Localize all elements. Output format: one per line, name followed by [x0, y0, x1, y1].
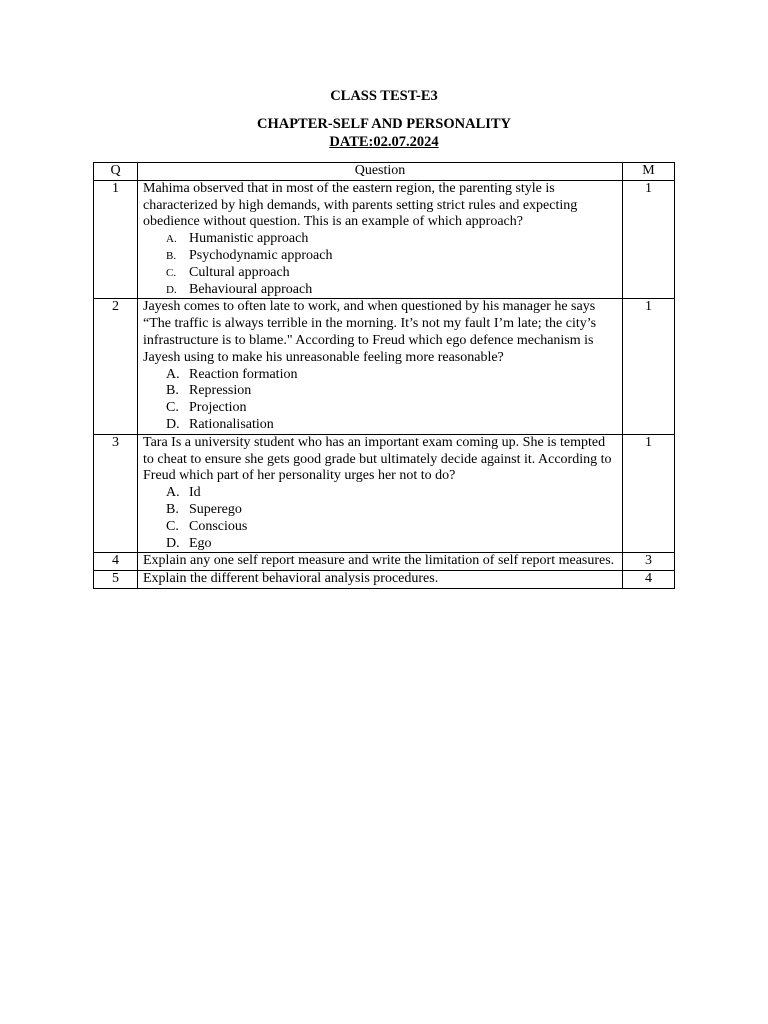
option-item [166, 248, 617, 265]
option-text: Id [189, 485, 201, 501]
table-row [94, 571, 675, 589]
question-text: Jayesh comes to often late to work, and when questioned by his manager he says “The traffic is always terrible in the morning. It’s not my fault I’m late; the city’s infrastructure is to blame." According to Freud which ego defence mechanism is Jayesh using to make his unreasonable feeling more reasonable? [143, 299, 597, 365]
option-item [166, 519, 617, 536]
question-text: Explain any one self report measure and write the limitation of self report measures. [143, 553, 615, 569]
question-cell [138, 299, 623, 434]
option-item [166, 231, 617, 248]
question-marks: 4 [623, 571, 675, 589]
column-header-marks: M [623, 163, 675, 181]
option-item [166, 400, 617, 417]
option-text: Cultural approach [189, 264, 290, 280]
option-item [166, 417, 617, 434]
option-text: Ego [189, 535, 212, 551]
table-row [94, 180, 675, 299]
column-header-q: Q [94, 163, 138, 181]
test-title: CLASS TEST-E3 [330, 88, 438, 104]
question-marks: 3 [623, 553, 675, 571]
table-header-row [94, 163, 675, 181]
question-number: 2 [94, 299, 138, 434]
option-text: Conscious [189, 518, 248, 534]
option-text: Reaction formation [189, 366, 298, 382]
question-marks: 1 [623, 434, 675, 553]
question-cell [138, 434, 623, 553]
option-letter: B. [166, 249, 177, 262]
option-letter: A. [166, 485, 180, 501]
question-number: 3 [94, 434, 138, 553]
question-cell [138, 180, 623, 299]
option-letter: C. [166, 266, 177, 279]
option-letter: D. [166, 283, 177, 296]
table-row [94, 553, 675, 571]
table-row [94, 434, 675, 553]
option-letter: C. [166, 400, 179, 416]
question-number: 4 [94, 553, 138, 571]
option-text: Psychodynamic approach [189, 247, 333, 263]
question-text: Explain the different behavioral analysis procedures. [143, 571, 439, 587]
questions-table [93, 162, 675, 589]
question-marks: 1 [623, 180, 675, 299]
column-header-question: Question [138, 163, 623, 181]
option-letter: B. [166, 383, 179, 399]
option-text: Humanistic approach [189, 231, 309, 247]
option-letter: D. [166, 416, 180, 432]
option-letter: A. [166, 366, 180, 382]
option-item [166, 502, 617, 519]
option-list [143, 367, 617, 434]
question-cell [138, 553, 623, 571]
option-item [166, 367, 617, 384]
question-text: Mahima observed that in most of the eastern region, the parenting style is characterized by high demands, with parents setting strict rules and expecting obedience without question. This is an example of which approach? [143, 180, 578, 230]
option-item [166, 485, 617, 502]
option-item [166, 282, 617, 299]
question-number: 5 [94, 571, 138, 589]
question-text: Tara Is a university student who has an important exam coming up. She is tempted to cheat to ensure she gets good grade but ultimately decide against it. According to Freud which part of her personality urges her not to do? [143, 434, 612, 484]
option-item [166, 265, 617, 282]
question-marks: 1 [623, 299, 675, 434]
option-text: Projection [189, 400, 247, 416]
option-list [143, 231, 617, 298]
option-item [166, 383, 617, 400]
option-letter: A. [166, 233, 177, 246]
option-list [143, 485, 617, 552]
option-text: Rationalisation [189, 416, 274, 432]
option-letter: D. [166, 535, 180, 551]
option-item [166, 536, 617, 553]
option-text: Superego [189, 501, 242, 517]
chapter-title: CHAPTER-SELF AND PERSONALITY [256, 116, 512, 132]
test-date: DATE:02.07.2024 [329, 134, 439, 150]
option-letter: C. [166, 518, 179, 534]
option-text: Behavioural approach [189, 281, 313, 297]
option-text: Repression [189, 383, 252, 399]
option-letter: B. [166, 501, 179, 517]
question-number: 1 [94, 180, 138, 299]
question-cell [138, 571, 623, 589]
table-row [94, 299, 675, 434]
